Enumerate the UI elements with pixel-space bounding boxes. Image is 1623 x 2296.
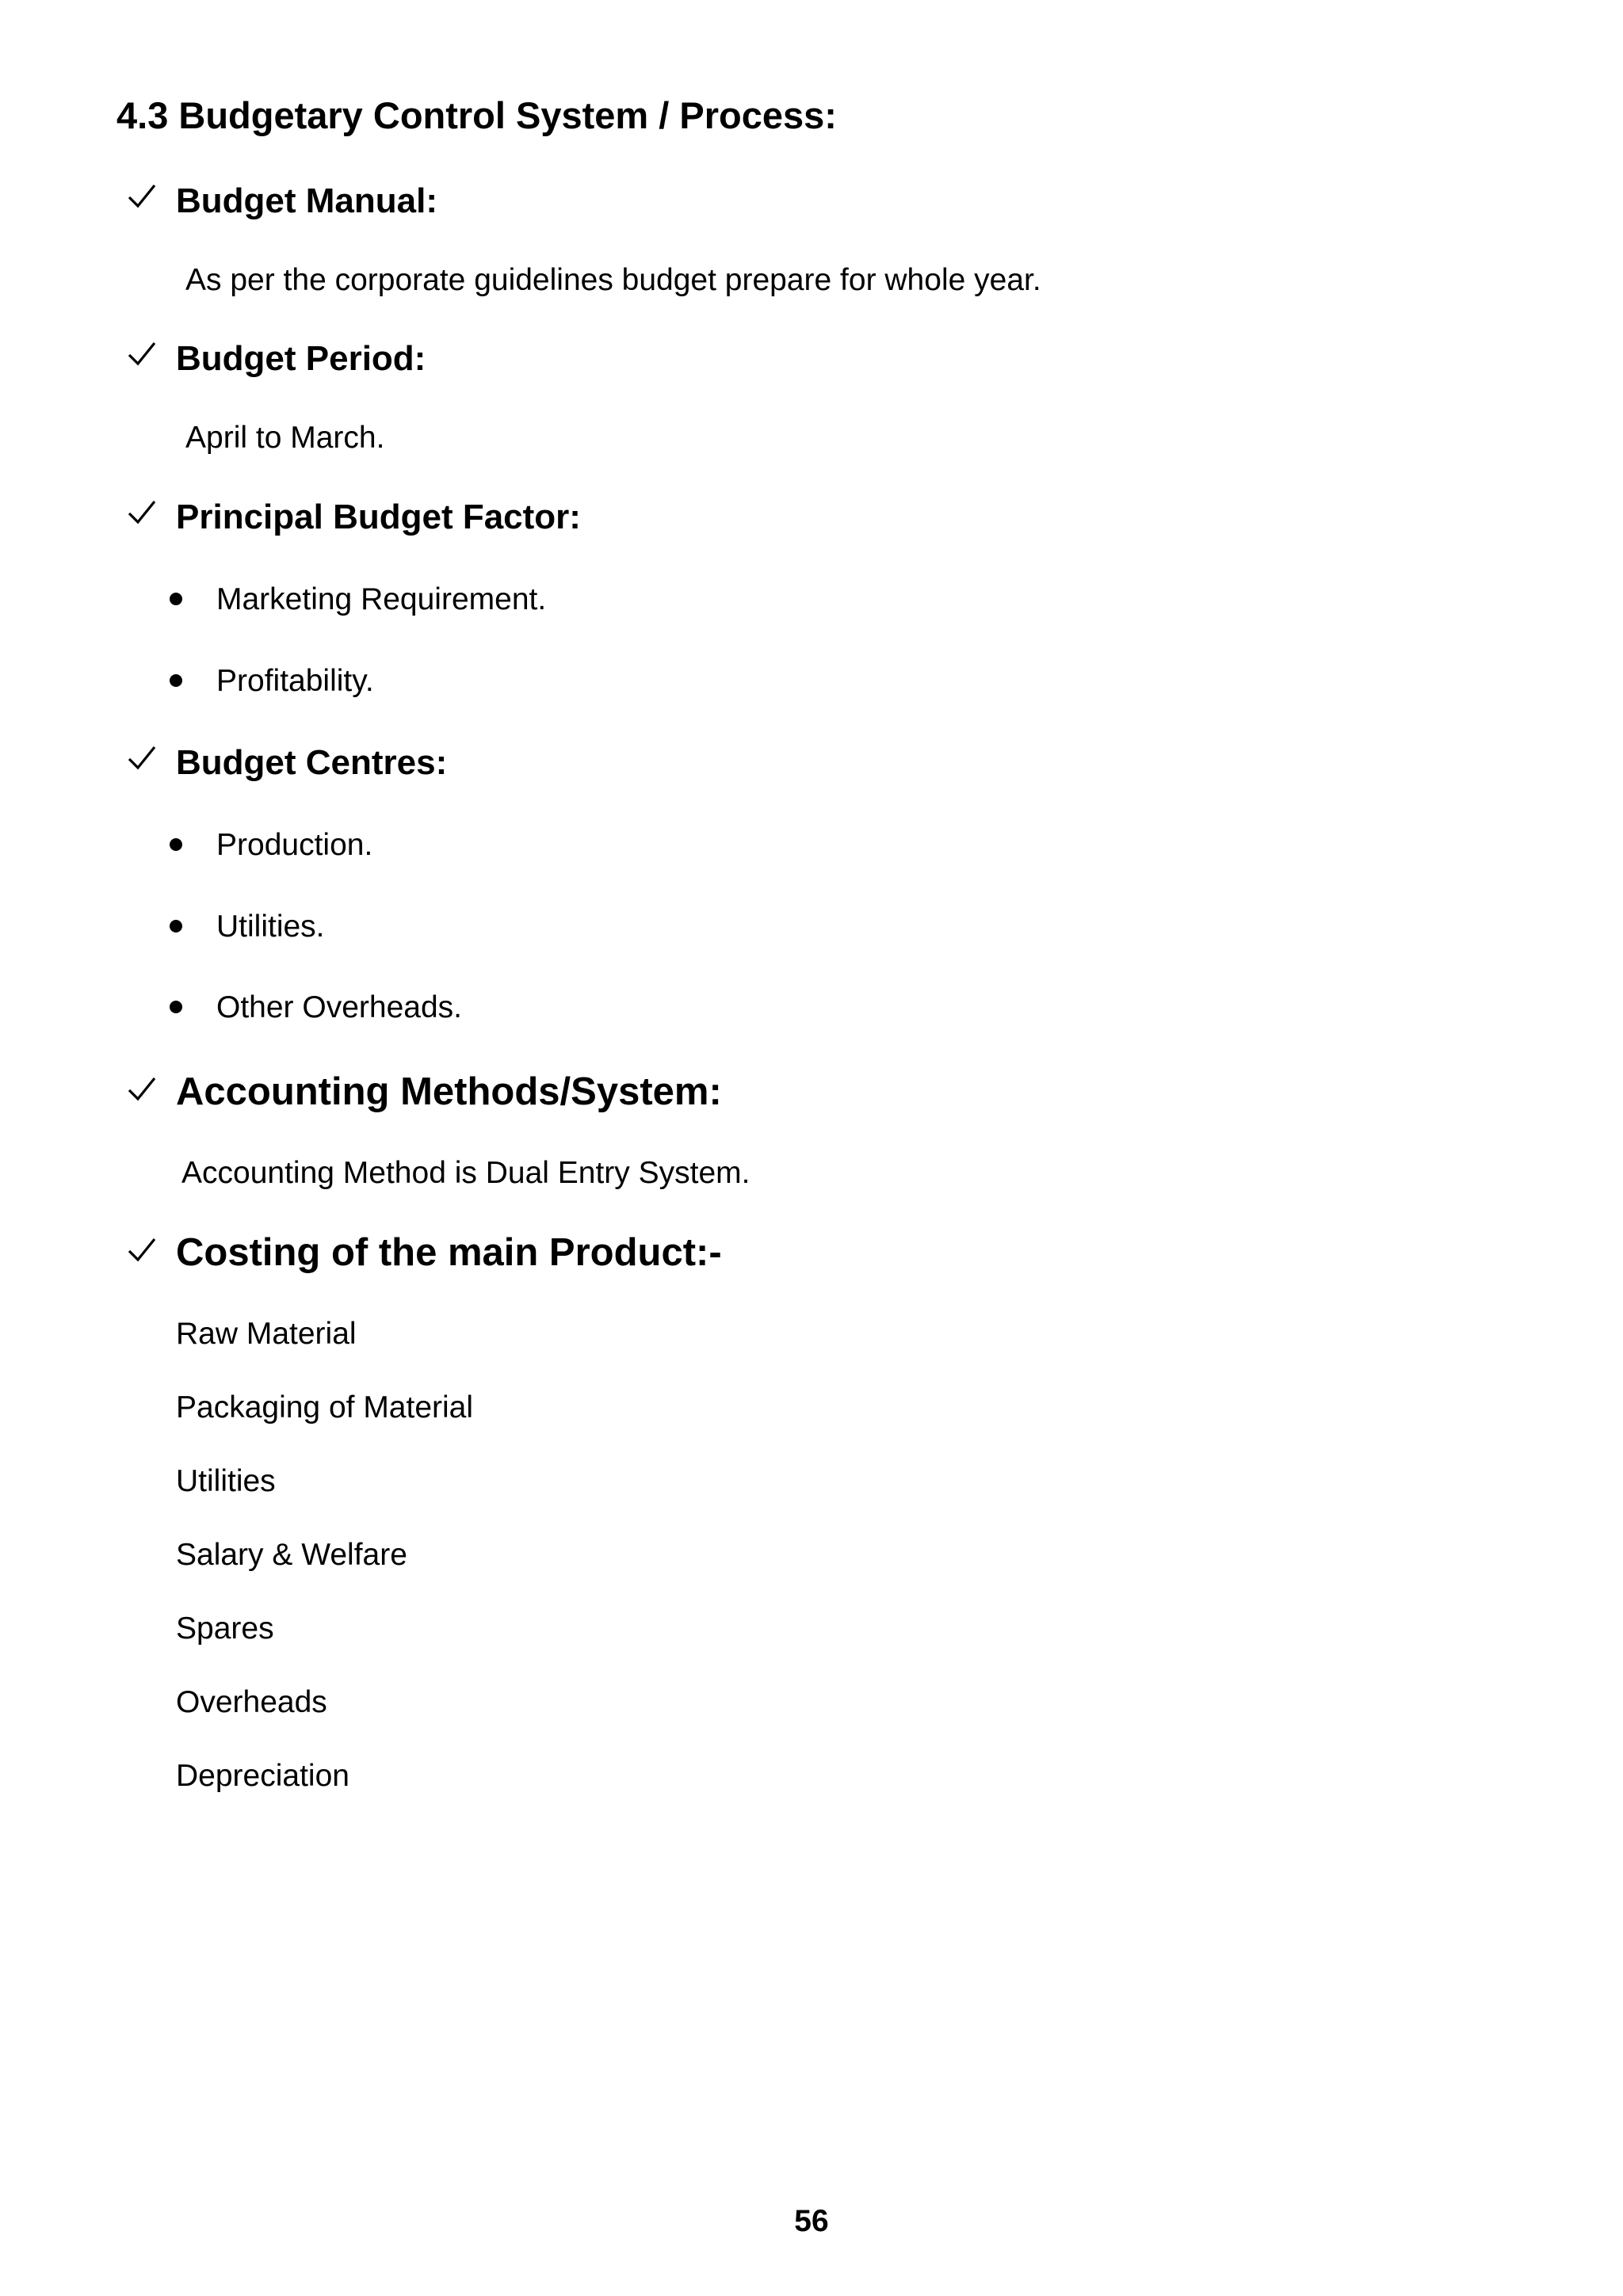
list-item: Raw Material <box>176 1317 357 1351</box>
list-item: Production. <box>216 828 373 862</box>
checkmark-icon <box>126 742 158 774</box>
heading-costing-main-product: Costing of the main Product:- <box>176 1231 722 1274</box>
bullet-icon <box>170 920 182 933</box>
checkmark-icon <box>126 338 158 370</box>
heading-principal-budget-factor: Principal Budget Factor: <box>176 498 581 536</box>
budget-manual-text: As per the corporate guidelines budget prepare for whole year. <box>185 263 1041 297</box>
list-item: Spares <box>176 1611 274 1646</box>
list-item: Utilities <box>176 1464 276 1498</box>
heading-budget-centres: Budget Centres: <box>176 743 448 782</box>
list-item: Utilities. <box>216 910 325 944</box>
section-title: 4.3 Budgetary Control System / Process: <box>116 94 837 136</box>
checkmark-icon <box>126 1234 158 1266</box>
checkmark-icon <box>126 1074 158 1105</box>
list-item: Profitability. <box>216 664 374 698</box>
heading-budget-period: Budget Period: <box>176 339 426 378</box>
budget-period-text: April to March. <box>185 421 385 455</box>
bullet-icon <box>170 593 182 605</box>
bullet-icon <box>170 674 182 687</box>
bullet-icon <box>170 838 182 851</box>
heading-accounting-methods: Accounting Methods/System: <box>176 1070 722 1113</box>
list-item: Salary & Welfare <box>176 1538 407 1572</box>
list-item: Depreciation <box>176 1759 349 1793</box>
heading-budget-manual: Budget Manual: <box>176 181 437 220</box>
accounting-method-text: Accounting Method is Dual Entry System. <box>181 1156 750 1190</box>
list-item: Marketing Requirement. <box>216 582 547 616</box>
checkmark-icon <box>126 181 158 212</box>
checkmark-icon <box>126 497 158 528</box>
page-number: 56 <box>794 2204 829 2238</box>
list-item: Overheads <box>176 1685 327 1719</box>
list-item: Packaging of Material <box>176 1390 474 1425</box>
bullet-icon <box>170 1001 182 1013</box>
list-item: Other Overheads. <box>216 990 462 1024</box>
